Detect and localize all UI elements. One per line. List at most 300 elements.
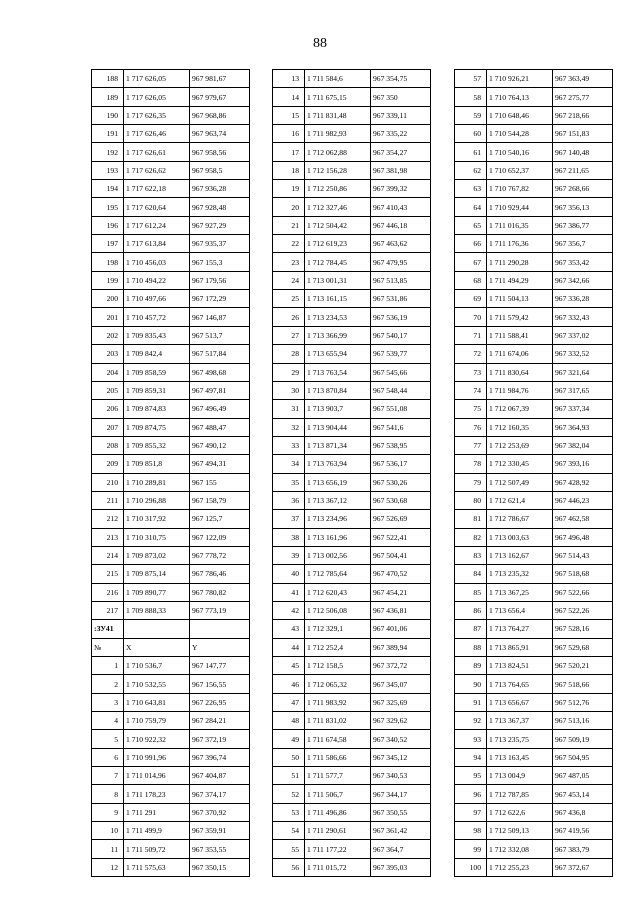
point-number-cell: 76 [455, 418, 487, 436]
x-coordinate-cell: 1 712 787,85 [487, 785, 553, 803]
y-coordinate-cell: 967 786,46 [190, 565, 250, 583]
table-row [455, 180, 613, 198]
x-coordinate-cell: 1 711 291 [124, 803, 190, 821]
point-number-cell: 55 [273, 840, 305, 858]
y-coordinate-cell: 967 927,29 [190, 216, 250, 234]
x-coordinate-cell: 1 711 577,7 [305, 767, 371, 785]
y-coordinate-cell: 967 122,09 [190, 528, 250, 546]
table-row [273, 106, 431, 124]
point-number-cell: 47 [273, 693, 305, 711]
x-coordinate-cell: 1 717 613,84 [124, 235, 190, 253]
point-number-cell: 209 [92, 455, 124, 473]
point-number-cell: 203 [92, 345, 124, 363]
x-coordinate-cell: 1 717 626,35 [124, 106, 190, 124]
table-row [455, 620, 613, 638]
x-coordinate-cell: 1 711 588,41 [487, 326, 553, 344]
y-coordinate-cell: 967 340,53 [371, 767, 431, 785]
y-coordinate-cell: 967 963,74 [190, 125, 250, 143]
x-coordinate-cell: 1 710 532,55 [124, 675, 190, 693]
x-coordinate-cell: 1 710 536,7 [124, 657, 190, 675]
table-row [273, 583, 431, 601]
table-row [455, 840, 613, 858]
x-coordinate-cell: 1 717 612,24 [124, 216, 190, 234]
x-coordinate-cell: 1 709 874,75 [124, 418, 190, 436]
x-coordinate-cell: 1 710 456,03 [124, 253, 190, 271]
x-coordinate-cell: 1 712 332,08 [487, 840, 553, 858]
point-number-cell: 6 [92, 748, 124, 766]
point-number-cell: 95 [455, 767, 487, 785]
x-coordinate-cell: 1 713 870,84 [305, 381, 371, 399]
x-coordinate-cell: 1 712 784,45 [305, 253, 371, 271]
x-coordinate-cell: 1 712 506,08 [305, 601, 371, 619]
point-number-cell: 30 [273, 381, 305, 399]
y-coordinate-cell: 967 353,42 [553, 253, 613, 271]
table-row [273, 693, 431, 711]
x-coordinate-cell: 1 710 494,22 [124, 271, 190, 289]
table-row [92, 436, 250, 454]
x-coordinate-cell: 1 711 176,36 [487, 235, 553, 253]
y-coordinate-cell: 967 374,17 [190, 785, 250, 803]
y-coordinate-cell: 967 487,05 [553, 767, 613, 785]
point-number-cell: 21 [273, 216, 305, 234]
x-coordinate-cell: 1 709 851,8 [124, 455, 190, 473]
table-row [273, 436, 431, 454]
x-coordinate-cell: 1 712 062,88 [305, 143, 371, 161]
table-row [455, 235, 613, 253]
y-coordinate-cell: 967 344,17 [371, 785, 431, 803]
point-number-cell: 77 [455, 436, 487, 454]
table-row [455, 712, 613, 730]
x-coordinate-cell: 1 710 497,66 [124, 290, 190, 308]
point-number-cell: 192 [92, 143, 124, 161]
y-coordinate-cell: 967 780,82 [190, 583, 250, 601]
y-coordinate-cell: 967 345,12 [371, 748, 431, 766]
point-number-cell: 78 [455, 455, 487, 473]
point-number-cell: 19 [273, 180, 305, 198]
table-row [92, 88, 250, 106]
x-coordinate-cell: 1 713 367,12 [305, 491, 371, 509]
coordinates-table-right [454, 69, 613, 877]
table-row [273, 253, 431, 271]
x-coordinate-cell: 1 712 160,35 [487, 418, 553, 436]
table-row [273, 400, 431, 418]
point-number-cell: 189 [92, 88, 124, 106]
x-coordinate-cell: 1 711 496,86 [305, 803, 371, 821]
y-coordinate-cell: 967 548,44 [371, 381, 431, 399]
table-row [455, 216, 613, 234]
x-coordinate-cell: 1 709 890,77 [124, 583, 190, 601]
column-header-cell: № [92, 638, 124, 656]
table-row [92, 491, 250, 509]
x-coordinate-cell: 1 713 003,63 [487, 528, 553, 546]
x-coordinate-cell: 1 711 586,66 [305, 748, 371, 766]
x-coordinate-cell: 1 710 643,81 [124, 693, 190, 711]
point-number-cell: 11 [92, 840, 124, 858]
y-coordinate-cell: 967 936,28 [190, 180, 250, 198]
x-coordinate-cell: 1 711 015,72 [305, 858, 371, 876]
point-number-cell: 195 [92, 198, 124, 216]
y-coordinate-cell: 967 337,02 [553, 326, 613, 344]
point-number-cell: 85 [455, 583, 487, 601]
x-coordinate-cell: 1 713 235,75 [487, 730, 553, 748]
point-number-cell: 64 [455, 198, 487, 216]
point-number-cell: 9 [92, 803, 124, 821]
table-row [455, 198, 613, 216]
x-coordinate-cell: 1 711 506,7 [305, 785, 371, 803]
point-number-cell: 91 [455, 693, 487, 711]
point-number-cell: 40 [273, 565, 305, 583]
point-number-cell: 37 [273, 510, 305, 528]
table-row [455, 510, 613, 528]
x-coordinate-cell: 1 711 674,06 [487, 345, 553, 363]
x-coordinate-cell: 1 713 002,56 [305, 546, 371, 564]
x-coordinate-cell: 1 709 858,59 [124, 363, 190, 381]
point-number-cell: 53 [273, 803, 305, 821]
y-coordinate-cell: 967 353,55 [190, 840, 250, 858]
x-coordinate-cell: 1 711 178,23 [124, 785, 190, 803]
point-number-cell: 35 [273, 473, 305, 491]
y-coordinate-cell: 967 337,34 [553, 400, 613, 418]
table-row [92, 546, 250, 564]
point-number-cell: 16 [273, 125, 305, 143]
x-coordinate-cell: 1 712 504,42 [305, 216, 371, 234]
y-coordinate-cell: 967 359,91 [190, 822, 250, 840]
x-coordinate-cell: 1 712 067,39 [487, 400, 553, 418]
x-coordinate-cell: 1 710 767,82 [487, 180, 553, 198]
y-coordinate-cell: 967 364,7 [371, 840, 431, 858]
point-number-cell: 199 [92, 271, 124, 289]
x-coordinate-cell: 1 711 674,58 [305, 730, 371, 748]
point-number-cell: 190 [92, 106, 124, 124]
table-row [455, 491, 613, 509]
table-row [92, 675, 250, 693]
y-coordinate-cell: 967 540,17 [371, 326, 431, 344]
y-coordinate-cell: 967 488,47 [190, 418, 250, 436]
table-row [273, 675, 431, 693]
y-coordinate-cell: 967 317,65 [553, 381, 613, 399]
point-number-cell: 63 [455, 180, 487, 198]
table-row [455, 858, 613, 876]
x-coordinate-cell: 1 712 509,13 [487, 822, 553, 840]
x-coordinate-cell: 1 709 888,33 [124, 601, 190, 619]
y-coordinate-cell: 967 284,21 [190, 712, 250, 730]
x-coordinate-cell: 1 711 494,29 [487, 271, 553, 289]
y-coordinate-cell: 967 935,37 [190, 235, 250, 253]
y-coordinate-cell: 967 155,3 [190, 253, 250, 271]
x-coordinate-cell: 1 712 255,23 [487, 858, 553, 876]
point-number-cell: 13 [273, 70, 305, 88]
y-coordinate-cell: 967 335,22 [371, 125, 431, 143]
x-coordinate-cell: 1 713 234,96 [305, 510, 371, 528]
x-coordinate-cell: 1 710 544,28 [487, 125, 553, 143]
x-coordinate-cell: 1 713 764,27 [487, 620, 553, 638]
table-row [92, 840, 250, 858]
table-row [455, 125, 613, 143]
point-number-cell: 48 [273, 712, 305, 730]
y-coordinate-cell: 967 928,48 [190, 198, 250, 216]
x-coordinate-cell: 1 710 289,81 [124, 473, 190, 491]
table-row [273, 785, 431, 803]
table-row [455, 271, 613, 289]
section-label-cell: :ЗУ41 [92, 620, 124, 638]
point-number-cell: 70 [455, 308, 487, 326]
point-number-cell: 17 [273, 143, 305, 161]
x-coordinate-cell: 1 712 622,6 [487, 803, 553, 821]
point-number-cell: 2 [92, 675, 124, 693]
y-coordinate-cell: 967 339,11 [371, 106, 431, 124]
point-number-cell: 69 [455, 290, 487, 308]
x-coordinate-cell: 1 711 984,76 [487, 381, 553, 399]
table-row [92, 473, 250, 491]
table-row [92, 583, 250, 601]
table-row [92, 730, 250, 748]
table-row [92, 418, 250, 436]
y-coordinate-cell: 967 496,49 [190, 400, 250, 418]
point-number-cell: 84 [455, 565, 487, 583]
table-row [273, 858, 431, 876]
y-coordinate-cell: 967 393,16 [553, 455, 613, 473]
point-number-cell: 201 [92, 308, 124, 326]
point-number-cell: 4 [92, 712, 124, 730]
y-coordinate-cell: 967 531,86 [371, 290, 431, 308]
table-row [92, 822, 250, 840]
x-coordinate-cell: 1 709 835,43 [124, 326, 190, 344]
table-row [92, 381, 250, 399]
point-number-cell: 1 [92, 657, 124, 675]
table-row [92, 767, 250, 785]
y-coordinate-cell: 967 528,16 [553, 620, 613, 638]
x-coordinate-cell: 1 713 004,9 [487, 767, 553, 785]
y-coordinate-cell: 967 778,72 [190, 546, 250, 564]
y-coordinate-cell: 967 156,55 [190, 675, 250, 693]
table-row [92, 143, 250, 161]
y-coordinate-cell: 967 372,67 [553, 858, 613, 876]
point-number-cell: 39 [273, 546, 305, 564]
table-row [92, 510, 250, 528]
x-coordinate-cell: 1 711 575,63 [124, 858, 190, 876]
y-coordinate-cell: 967 226,95 [190, 693, 250, 711]
table-row [273, 528, 431, 546]
point-number-cell: 202 [92, 326, 124, 344]
coordinates-table-middle [272, 69, 431, 877]
y-coordinate-cell: 967 498,68 [190, 363, 250, 381]
table-row [455, 546, 613, 564]
point-number-cell: 60 [455, 125, 487, 143]
x-coordinate-cell: 1 712 156,28 [305, 161, 371, 179]
coordinates-table-left [91, 69, 250, 877]
y-coordinate-cell: 967 155 [190, 473, 250, 491]
x-coordinate-cell: 1 713 366,99 [305, 326, 371, 344]
y-coordinate-cell: 967 275,77 [553, 88, 613, 106]
x-coordinate-cell: 1 711 579,42 [487, 308, 553, 326]
table-row [92, 657, 250, 675]
table-row [92, 785, 250, 803]
point-number-cell: 98 [455, 822, 487, 840]
point-number-cell: 92 [455, 712, 487, 730]
point-number-cell: 22 [273, 235, 305, 253]
table-row [455, 693, 613, 711]
table-row [273, 822, 431, 840]
table-row [92, 70, 250, 88]
point-number-cell: 193 [92, 161, 124, 179]
y-coordinate-cell: 967 526,69 [371, 510, 431, 528]
y-coordinate-cell: 967 536,19 [371, 308, 431, 326]
table-row [455, 822, 613, 840]
table-row [92, 216, 250, 234]
point-number-cell: 194 [92, 180, 124, 198]
x-coordinate-cell: 1 712 786,67 [487, 510, 553, 528]
point-number-cell: 204 [92, 363, 124, 381]
point-number-cell: 73 [455, 363, 487, 381]
table-row [455, 730, 613, 748]
table-row [273, 161, 431, 179]
y-coordinate-cell: 967 539,77 [371, 345, 431, 363]
point-number-cell: 45 [273, 657, 305, 675]
x-coordinate-cell: 1 710 929,44 [487, 198, 553, 216]
table-row [273, 180, 431, 198]
x-coordinate-cell: 1 712 621,4 [487, 491, 553, 509]
table-row [273, 70, 431, 88]
x-coordinate-cell: 1 713 871,34 [305, 436, 371, 454]
y-coordinate-cell: 967 147,77 [190, 657, 250, 675]
y-coordinate-cell: 967 436,8 [553, 803, 613, 821]
table-row [273, 88, 431, 106]
point-number-cell: 29 [273, 363, 305, 381]
x-coordinate-cell: 1 709 874,83 [124, 400, 190, 418]
point-number-cell: 65 [455, 216, 487, 234]
x-coordinate-cell: 1 713 367,37 [487, 712, 553, 730]
table-row [92, 345, 250, 363]
y-coordinate-cell: 967 454,21 [371, 583, 431, 601]
y-coordinate-cell: 967 372,72 [371, 657, 431, 675]
point-number-cell: 90 [455, 675, 487, 693]
y-coordinate-cell: 967 372,19 [190, 730, 250, 748]
y-coordinate-cell: 967 538,95 [371, 436, 431, 454]
y-coordinate-cell: 967 364,93 [553, 418, 613, 436]
point-number-cell: 10 [92, 822, 124, 840]
table-row [455, 748, 613, 766]
x-coordinate-cell: 1 713 161,15 [305, 290, 371, 308]
y-coordinate-cell: 967 981,67 [190, 70, 250, 88]
x-coordinate-cell: 1 710 991,96 [124, 748, 190, 766]
x-coordinate-cell: 1 711 016,35 [487, 216, 553, 234]
table-row [92, 638, 250, 656]
point-number-cell: 71 [455, 326, 487, 344]
point-number-cell: 51 [273, 767, 305, 785]
table-row [92, 106, 250, 124]
table-row [273, 546, 431, 564]
point-number-cell: 210 [92, 473, 124, 491]
x-coordinate-cell: 1 710 457,72 [124, 308, 190, 326]
point-number-cell: 18 [273, 161, 305, 179]
table-row [273, 657, 431, 675]
y-coordinate-cell: 967 345,07 [371, 675, 431, 693]
x-coordinate-cell: 1 709 855,32 [124, 436, 190, 454]
point-number-cell: 198 [92, 253, 124, 271]
table-row [273, 363, 431, 381]
table-row [273, 381, 431, 399]
point-number-cell: 100 [455, 858, 487, 876]
x-coordinate-cell: 1 711 584,6 [305, 70, 371, 88]
y-coordinate-cell: 967 518,66 [553, 675, 613, 693]
column-header-cell: X [124, 638, 190, 656]
y-coordinate-cell: 967 504,95 [553, 748, 613, 766]
x-coordinate-cell: 1 711 830,64 [487, 363, 553, 381]
table-row [455, 528, 613, 546]
y-coordinate-cell: 967 332,52 [553, 345, 613, 363]
point-number-cell: 191 [92, 125, 124, 143]
x-coordinate-cell: 1 717 626,46 [124, 125, 190, 143]
x-coordinate-cell: 1 709 842,4 [124, 345, 190, 363]
x-coordinate-cell: 1 710 296,88 [124, 491, 190, 509]
x-coordinate-cell: 1 713 234,53 [305, 308, 371, 326]
table-row [273, 803, 431, 821]
x-coordinate-cell: 1 713 764,65 [487, 675, 553, 693]
point-number-cell: 33 [273, 436, 305, 454]
y-coordinate-cell: 967 350,55 [371, 803, 431, 821]
y-coordinate-cell: 967 354,27 [371, 143, 431, 161]
table-row [455, 785, 613, 803]
y-coordinate-cell: 967 504,41 [371, 546, 431, 564]
y-coordinate-cell: 967 513,16 [553, 712, 613, 730]
point-number-cell: 59 [455, 106, 487, 124]
point-number-cell: 197 [92, 235, 124, 253]
table-row [273, 271, 431, 289]
table-row [455, 675, 613, 693]
point-number-cell: 86 [455, 601, 487, 619]
point-number-cell: 26 [273, 308, 305, 326]
y-coordinate-cell: 967 497,81 [190, 381, 250, 399]
table-row [92, 326, 250, 344]
y-coordinate-cell: 967 520,21 [553, 657, 613, 675]
y-coordinate-cell: 967 361,42 [371, 822, 431, 840]
x-coordinate-cell: 1 711 675,15 [305, 88, 371, 106]
y-coordinate-cell: 967 140,48 [553, 143, 613, 161]
table-row [273, 565, 431, 583]
table-row [92, 271, 250, 289]
x-coordinate-cell: 1 717 626,05 [124, 88, 190, 106]
table-row [455, 565, 613, 583]
y-coordinate-cell: 967 389,94 [371, 638, 431, 656]
point-number-cell: 23 [273, 253, 305, 271]
x-coordinate-cell: 1 712 785,64 [305, 565, 371, 583]
table-row [455, 345, 613, 363]
y-coordinate-cell: 967 370,92 [190, 803, 250, 821]
point-number-cell: 214 [92, 546, 124, 564]
table-row [455, 657, 613, 675]
table-row [455, 143, 613, 161]
point-number-cell: 8 [92, 785, 124, 803]
point-number-cell: 25 [273, 290, 305, 308]
point-number-cell: 49 [273, 730, 305, 748]
point-number-cell: 88 [455, 638, 487, 656]
point-number-cell: 61 [455, 143, 487, 161]
table-row [92, 455, 250, 473]
x-coordinate-cell: 1 713 763,94 [305, 455, 371, 473]
x-coordinate-cell: 1 711 831,02 [305, 712, 371, 730]
y-coordinate-cell: 967 436,81 [371, 601, 431, 619]
table-row [92, 803, 250, 821]
table-row [455, 290, 613, 308]
table-row [455, 253, 613, 271]
point-number-cell: 52 [273, 785, 305, 803]
y-coordinate-cell: 967 958,56 [190, 143, 250, 161]
point-number-cell: 99 [455, 840, 487, 858]
point-number-cell: 38 [273, 528, 305, 546]
point-number-cell: 79 [455, 473, 487, 491]
point-number-cell: 32 [273, 418, 305, 436]
y-coordinate-cell: 967 332,43 [553, 308, 613, 326]
